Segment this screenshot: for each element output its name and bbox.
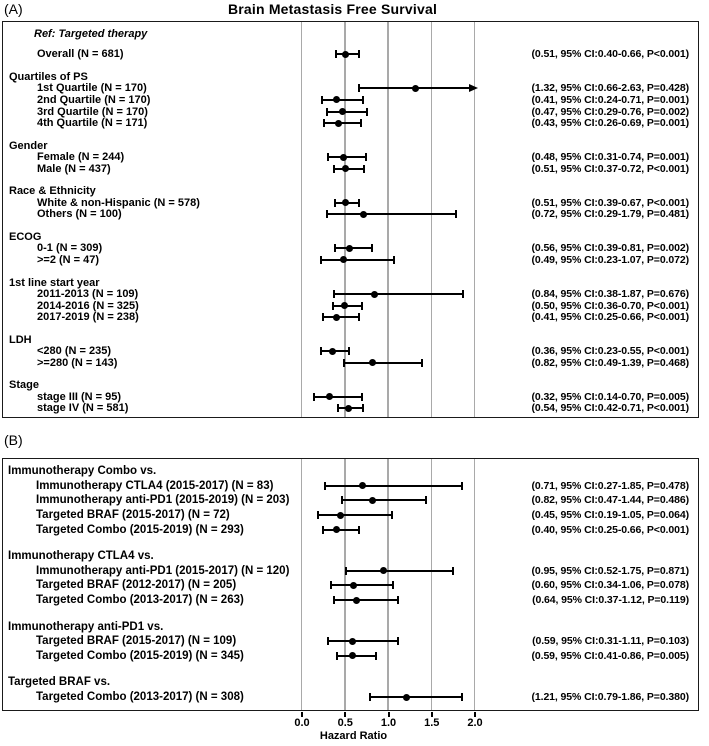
forest-row <box>3 357 698 369</box>
x-axis-tick-label: 0.5 <box>337 717 353 729</box>
forest-row <box>3 345 698 357</box>
panel-b-rows <box>3 459 698 710</box>
row-label: Targeted Combo (2015-2019) (N = 345) <box>36 649 244 662</box>
forest-row <box>3 254 698 266</box>
forest-row <box>3 83 698 95</box>
row-label: Immunotherapy CTLA4 vs. <box>8 550 154 563</box>
ci-upper-cap <box>455 210 457 218</box>
point-estimate <box>403 694 410 701</box>
row-stat: (0.51, 95% CI:0.37-0.72, P<0.001) <box>531 162 689 175</box>
ci-lower-cap <box>335 50 337 58</box>
row-label: Stage <box>9 379 39 392</box>
reference-note-row <box>3 28 698 40</box>
ci-lower-cap <box>337 404 339 412</box>
row-stat: (0.50, 95% CI:0.36-0.70, P<0.001) <box>531 299 689 312</box>
row-label: 0-1 (N = 309) <box>37 242 103 255</box>
row-label: Targeted BRAF (2015-2017) (N = 72) <box>36 509 230 522</box>
x-axis <box>4 712 706 746</box>
ci-line <box>321 259 394 261</box>
row-stat: (0.59, 95% CI:0.41-0.86, P=0.005) <box>531 649 689 662</box>
ci-line <box>334 293 463 295</box>
ci-line <box>327 111 368 113</box>
row-label: 2011-2013 (N = 109) <box>37 288 139 301</box>
group-header-row <box>3 140 698 152</box>
row-stat: (0.82, 95% CI:0.47-1.44, P=0.486) <box>531 494 689 507</box>
ci-line <box>324 122 361 124</box>
row-label: 2nd Quartile (N = 170) <box>37 93 151 106</box>
row-label: >=280 (N = 143) <box>37 356 118 369</box>
ci-lower-cap <box>333 596 335 604</box>
ci-lower-cap <box>322 313 324 321</box>
row-stat: (0.72, 95% CI:0.29-1.79, P=0.481) <box>531 208 689 221</box>
ci-upper-cap <box>361 302 363 310</box>
ci-line <box>334 599 399 601</box>
row-stat: (0.47, 95% CI:0.29-0.76, P=0.002) <box>531 105 689 118</box>
ci-upper-cap <box>371 244 373 252</box>
point-estimate <box>345 405 352 412</box>
forest-row <box>3 508 698 523</box>
ci-upper-cap <box>421 359 423 367</box>
point-estimate <box>359 482 366 489</box>
group-header-row <box>3 185 698 197</box>
ci-upper-cap <box>461 482 463 490</box>
point-estimate <box>340 256 347 263</box>
ci-upper-cap <box>391 511 393 519</box>
row-label: 2014-2016 (N = 325) <box>37 299 139 312</box>
forest-row <box>3 403 698 415</box>
row-label: 2017-2019 (N = 238) <box>37 311 139 324</box>
point-estimate <box>326 393 333 400</box>
x-axis-tick-label: 0.0 <box>294 717 310 729</box>
row-label: LDH <box>9 333 32 346</box>
ci-upper-cap <box>360 119 362 127</box>
ci-lower-cap <box>320 347 322 355</box>
row-stat: (0.48, 95% CI:0.31-0.74, P=0.001) <box>531 151 689 164</box>
forest-row <box>3 634 698 649</box>
row-label: Targeted Combo (2013-2017) (N = 263) <box>36 594 244 607</box>
ci-lower-cap <box>358 84 360 92</box>
forest-row <box>3 106 698 118</box>
ci-upper-cap <box>397 596 399 604</box>
x-axis-tick-label: 2.0 <box>467 717 483 729</box>
ci-lower-cap <box>320 256 322 264</box>
row-stat: (0.43, 95% CI:0.26-0.69, P=0.001) <box>531 117 689 130</box>
point-estimate <box>369 497 376 504</box>
point-estimate <box>371 291 378 298</box>
row-stat: (0.32, 95% CI:0.14-0.70, P=0.005) <box>531 390 689 403</box>
ci-line <box>314 396 362 398</box>
forest-row <box>3 117 698 129</box>
row-stat: (0.41, 95% CI:0.24-0.71, P=0.001) <box>531 93 689 106</box>
forest-row <box>3 311 698 323</box>
row-label: ECOG <box>9 230 42 243</box>
ci-upper-cap <box>358 526 360 534</box>
point-estimate <box>342 165 349 172</box>
ci-lower-cap <box>334 199 336 207</box>
row-stat: (0.40, 95% CI:0.25-0.66, P<0.001) <box>531 523 689 536</box>
ci-lower-cap <box>323 119 325 127</box>
row-label: Targeted BRAF (2012-2017) (N = 205) <box>36 579 237 592</box>
ci-upper-cap <box>393 256 395 264</box>
ci-upper-cap <box>365 153 367 161</box>
ci-upper-cap <box>366 108 368 116</box>
row-label: 1st Quartile (N = 170) <box>37 82 147 95</box>
point-estimate <box>353 597 360 604</box>
ci-upper-cap <box>358 50 360 58</box>
ci-lower-cap <box>369 693 371 701</box>
panel-b-box <box>2 458 699 711</box>
row-stat: (0.36, 95% CI:0.23-0.55, P<0.001) <box>531 345 689 358</box>
forest-row <box>3 593 698 608</box>
ci-line <box>323 316 358 318</box>
ci-line <box>325 485 462 487</box>
forest-row <box>3 649 698 664</box>
row-label: Targeted Combo (2013-2017) (N = 308) <box>36 691 244 704</box>
forest-row <box>3 300 698 312</box>
point-estimate <box>349 652 356 659</box>
row-stat: (0.59, 95% CI:0.31-1.11, P=0.103) <box>532 635 689 648</box>
ci-line <box>323 529 358 531</box>
forest-row <box>3 243 698 255</box>
ci-upper-cap <box>362 96 364 104</box>
row-label: Male (N = 437) <box>37 162 111 175</box>
row-label: Quartiles of PS <box>9 70 88 83</box>
panel-a-label: (A) <box>4 1 23 17</box>
group-header-row <box>3 619 698 634</box>
point-estimate <box>341 302 348 309</box>
ci-lower-cap <box>326 210 328 218</box>
ci-lower-cap <box>321 96 323 104</box>
row-label: <280 (N = 235) <box>37 345 111 358</box>
forest-row <box>3 564 698 579</box>
group-header-row <box>3 71 698 83</box>
row-label: Immunotherapy Combo vs. <box>8 465 157 478</box>
row-label: Immunotherapy anti-PD1 (2015-2019) (N = 203) <box>36 494 290 507</box>
point-estimate <box>412 85 419 92</box>
row-stat: (0.51, 95% CI:0.40-0.66, P<0.001) <box>531 48 689 61</box>
point-estimate <box>329 348 336 355</box>
row-label: Overall (N = 681) <box>37 48 124 61</box>
row-label: stage III (N = 95) <box>37 390 122 403</box>
point-estimate <box>333 526 340 533</box>
row-label: White & non-Hispanic (N = 578) <box>37 196 200 209</box>
point-estimate <box>360 211 367 218</box>
group-header-row <box>3 277 698 289</box>
row-label: Ref: Targeted therapy <box>34 27 148 40</box>
ci-upper-cap <box>363 165 365 173</box>
forest-row <box>3 209 698 221</box>
group-header-row <box>3 231 698 243</box>
ci-lower-cap <box>313 393 315 401</box>
ci-lower-cap <box>330 581 332 589</box>
point-estimate <box>342 51 349 58</box>
row-stat: (0.71, 95% CI:0.27-1.85, P=0.478) <box>531 479 689 492</box>
x-axis-tick-label: 1.5 <box>424 717 440 729</box>
point-estimate <box>350 582 357 589</box>
row-stat: (0.82, 95% CI:0.49-1.39, P=0.468) <box>531 356 689 369</box>
row-label: 4th Quartile (N = 171) <box>37 117 148 130</box>
forest-row <box>3 94 698 106</box>
ci-line <box>344 362 422 364</box>
ci-line <box>337 655 376 657</box>
group-header-row <box>3 334 698 346</box>
row-stat: (1.32, 95% CI:0.66-2.63, P=0.428) <box>531 82 689 95</box>
point-estimate <box>342 199 349 206</box>
ci-lower-cap <box>333 290 335 298</box>
row-label: Targeted BRAF (2015-2017) (N = 109) <box>36 635 237 648</box>
figure-title: Brain Metastasis Free Survival <box>227 1 438 17</box>
row-label: 3rd Quartile (N = 170) <box>37 105 148 118</box>
row-label: Female (N = 244) <box>37 151 125 164</box>
ci-upper-cap <box>358 199 360 207</box>
point-estimate <box>369 359 376 366</box>
panel-b-label: (B) <box>4 432 23 448</box>
ci-upper-cap <box>348 347 350 355</box>
row-label: stage IV (N = 581) <box>37 402 129 415</box>
point-estimate <box>333 314 340 321</box>
forest-row <box>3 522 698 537</box>
forest-row <box>3 288 698 300</box>
x-axis-label: Hazard Ratio <box>319 729 388 742</box>
ci-lower-cap <box>327 637 329 645</box>
point-estimate <box>346 245 353 252</box>
group-header-row <box>3 464 698 479</box>
ci-lower-cap <box>326 108 328 116</box>
ci-upper-cap <box>375 652 377 660</box>
row-label: 1st line start year <box>9 276 100 289</box>
forest-row <box>3 49 698 61</box>
row-stat: (0.51, 95% CI:0.39-0.67, P<0.001) <box>531 196 689 209</box>
ci-line <box>346 570 452 572</box>
point-estimate <box>340 154 347 161</box>
row-stat: (0.64, 95% CI:0.37-1.12, P=0.119) <box>532 594 689 607</box>
row-label: >=2 (N = 47) <box>37 253 100 266</box>
row-label: Immunotherapy anti-PD1 (2015-2017) (N = 120) <box>36 564 290 577</box>
ci-lower-cap <box>327 153 329 161</box>
ci-upper-cap <box>361 393 363 401</box>
panel-a-box <box>2 21 699 418</box>
row-stat: (0.95, 95% CI:0.52-1.75, P=0.871) <box>531 564 689 577</box>
ci-lower-cap <box>317 511 319 519</box>
ci-upper-cap <box>462 290 464 298</box>
ci-lower-cap <box>334 244 336 252</box>
row-stat: (0.84, 95% CI:0.38-1.87, P=0.676) <box>531 288 689 301</box>
row-label: Others (N = 100) <box>37 208 122 221</box>
ci-lower-cap <box>343 359 345 367</box>
ci-line <box>327 213 457 215</box>
ci-upper-cap <box>425 496 427 504</box>
forest-row <box>3 391 698 403</box>
ci-upper-cap <box>362 404 364 412</box>
row-label: Gender <box>9 139 48 152</box>
point-estimate <box>333 96 340 103</box>
ci-upper-cap <box>397 637 399 645</box>
point-estimate <box>349 638 356 645</box>
point-estimate <box>337 512 344 519</box>
forest-row <box>3 479 698 494</box>
row-stat: (0.54, 95% CI:0.42-0.71, P<0.001) <box>531 402 689 415</box>
group-header-row <box>3 380 698 392</box>
row-label: Targeted Combo (2015-2019) (N = 293) <box>36 523 244 536</box>
row-stat: (0.56, 95% CI:0.39-0.81, P=0.002) <box>531 242 689 255</box>
group-header-row <box>3 675 698 690</box>
ci-lower-cap <box>322 526 324 534</box>
ci-line <box>342 499 426 501</box>
row-stat: (0.60, 95% CI:0.34-1.06, P=0.078) <box>531 579 689 592</box>
ci-upper-cap <box>461 693 463 701</box>
ci-line <box>331 584 393 586</box>
row-label: Immunotherapy CTLA4 (2015-2017) (N = 83) <box>36 479 274 492</box>
ci-lower-cap <box>336 652 338 660</box>
forest-row <box>3 493 698 508</box>
group-header-row <box>3 549 698 564</box>
forest-row <box>3 151 698 163</box>
ci-lower-cap <box>345 567 347 575</box>
ci-line <box>328 156 365 158</box>
ci-line <box>318 514 392 516</box>
forest-row <box>3 197 698 209</box>
row-label: Race & Ethnicity <box>9 185 96 198</box>
forest-row <box>3 163 698 175</box>
ci-lower-cap <box>332 302 334 310</box>
point-estimate <box>335 120 342 127</box>
row-stat: (0.49, 95% CI:0.23-1.07, P=0.072) <box>531 253 689 266</box>
row-stat: (0.41, 95% CI:0.25-0.66, P<0.001) <box>531 311 689 324</box>
row-label: Immunotherapy anti-PD1 vs. <box>8 620 164 633</box>
row-stat: (1.21, 95% CI:0.79-1.86, P=0.380) <box>531 691 689 704</box>
panel-a-rows <box>3 22 698 417</box>
forest-row <box>3 690 698 705</box>
ci-upper-cap <box>358 313 360 321</box>
row-stat: (0.45, 95% CI:0.19-1.05, P=0.064) <box>531 509 689 522</box>
ci-line <box>335 247 371 249</box>
ci-lower-cap <box>333 165 335 173</box>
x-axis-tick-label: 1.0 <box>380 717 397 729</box>
ci-line <box>370 696 463 698</box>
arrow-right-icon <box>469 84 478 92</box>
ci-upper-cap <box>392 581 394 589</box>
ci-line <box>322 99 363 101</box>
ci-lower-cap <box>324 482 326 490</box>
ci-upper-cap <box>452 567 454 575</box>
point-estimate <box>339 108 346 115</box>
point-estimate <box>380 567 387 574</box>
ci-lower-cap <box>341 496 343 504</box>
row-label: Targeted BRAF vs. <box>8 676 111 689</box>
forest-row <box>3 578 698 593</box>
ci-line <box>328 640 397 642</box>
